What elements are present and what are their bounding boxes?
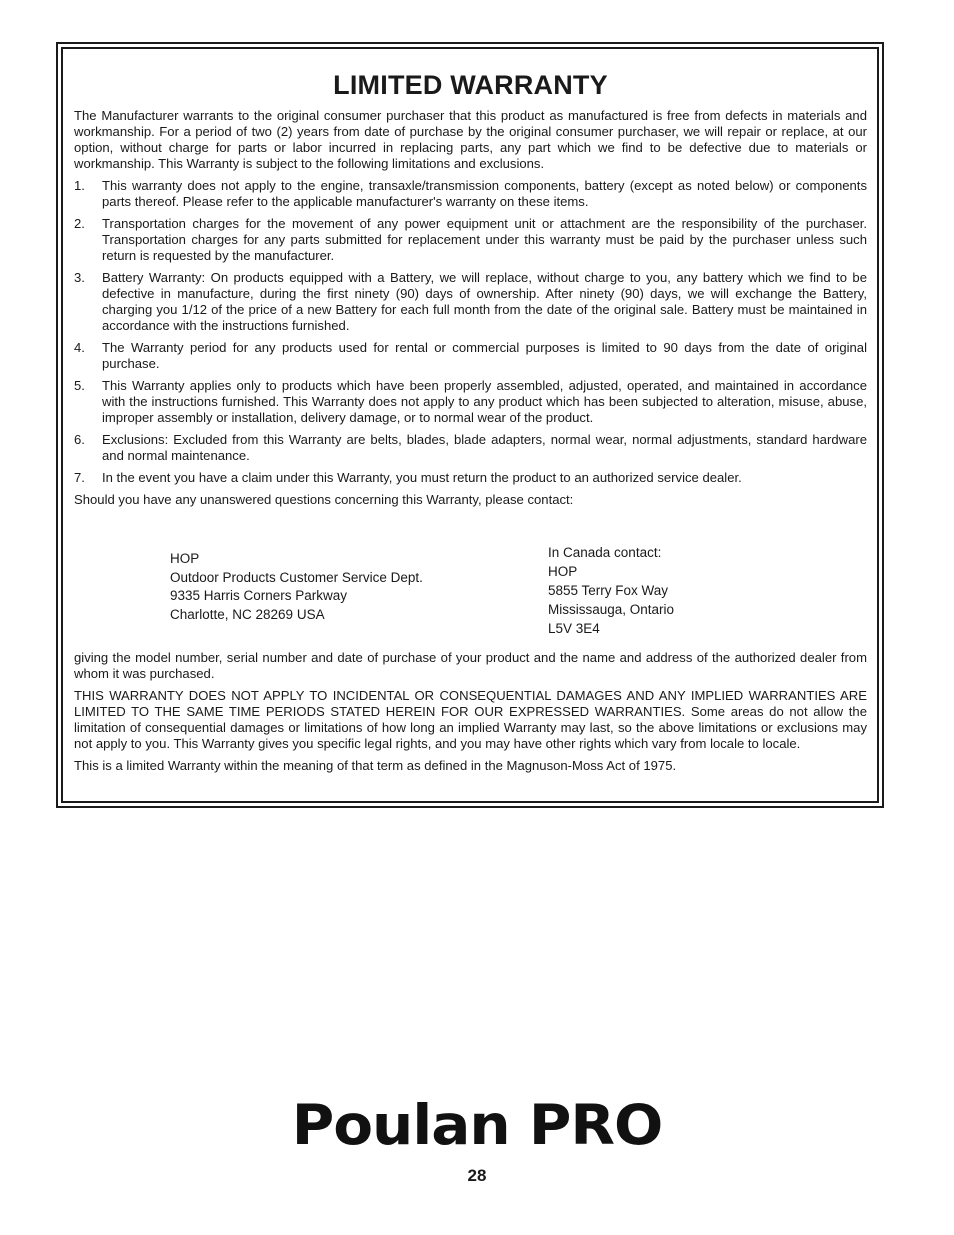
list-item — [74, 216, 867, 264]
list-item-text: The Warranty period for any products used for rental or commercial purposes is limited to 90 days from the date of original purchase. — [102, 340, 867, 371]
canada-address-label: In Canada contact: — [548, 545, 662, 560]
list-item-number: 6. — [74, 432, 85, 447]
list-item-number: 4. — [74, 340, 85, 355]
list-item-number: 3. — [74, 270, 85, 285]
page-title: LIMITED WARRANTY — [333, 70, 608, 100]
list-item — [74, 270, 867, 334]
canada-address-line: Mississauga, Ontario — [548, 602, 675, 617]
list-item — [74, 340, 867, 372]
list-item-text: Exclusions: Excluded from this Warranty are belts, blades, blade adapters, normal wear, normal adjustments, standard hardware and normal maintenance. — [102, 432, 867, 463]
intro-paragraph: The Manufacturer warrants to the original consumer purchaser that this product as manufactured is free from defects in materials and workmanship. For a period of two (2) years from date of purchase by the original consumer purchaser, we will repair or replace, at our option, without charge for parts or labor incurred in replacing parts, any part which we find to be defective due to materials or workmanship. This Warranty is subject to the following limitations and exclusions. — [74, 108, 867, 171]
list-item-text: Transportation charges for the movement of any power equipment unit or attachment are the responsibility of the purchaser. Transportation charges for any parts submitted for replacement under this warranty must be paid by the purchaser unless such return is requested by the manufacturer. — [102, 216, 867, 263]
list-item-number: 7. — [74, 470, 85, 485]
list-item — [74, 432, 867, 464]
warranty-content — [74, 68, 867, 780]
us-address-line: Charlotte, NC 28269 USA — [170, 606, 325, 622]
list-item-text: Battery Warranty: On products equipped with a Battery, we will replace, without charge to you, any battery which we find to be defective in manufacture, during the first ninety (90) days of ownership. After ninety (90) days, we will exchange the Battery, charging you 1/12 of the price of a new Battery for each full month from the date of the original sale. Battery must be maintained in accordance with the instructions furnished. — [102, 270, 867, 333]
list-item — [74, 178, 867, 210]
list-item-text: This warranty does not apply to the engine, transaxle/transmission components, battery (except as noted below) or components parts thereof. Please refer to the applicable manufacturer's warranty on these items. — [102, 178, 867, 209]
disclaimer-paragraph: THIS WARRANTY DOES NOT APPLY TO INCIDENTAL OR CONSEQUENTIAL DAMAGES AND ANY IMPLIED WARRANTIES ARE LIMITED TO THE SAME TIME PERIODS STATED HEREIN FOR OUR EXPRESSED WARRANTIES. Some areas do not allow the limitation of consequential damages or limitations of how long an implied Warranty may last, so the above limitations or exclusions may not apply to you. This Warranty gives you specific legal rights, and you may have other rights which vary from locale to locale. — [74, 688, 867, 751]
canada-address — [548, 543, 674, 638]
list-item-text: This Warranty applies only to products which have been properly assembled, adjusted, operated, and maintained in accordance with the instructions furnished. This Warranty does not apply to any product which has been subjected to alteration, misuse, abuse, improper assembly or installation, delivery damage, or to normal wear of the product. — [102, 378, 867, 425]
limitations-list — [74, 178, 867, 486]
contact-intro: Should you have any unanswered questions concerning this Warranty, please contact: — [74, 492, 574, 507]
us-address-line: HOP — [170, 551, 200, 566]
brand-logo: Poulan PRO — [291, 1092, 663, 1158]
us-address — [170, 550, 423, 624]
giving-paragraph: giving the model number, serial number and date of purchase of your product and the name and address of the authorized dealer from whom it was purchased. — [74, 650, 867, 681]
canada-address-line: 5855 Terry Fox Way — [548, 583, 669, 598]
list-item — [74, 378, 867, 426]
addresses — [74, 514, 867, 650]
us-address-line: 9335 Harris Corners Parkway — [170, 588, 348, 603]
list-item-number: 5. — [74, 378, 85, 393]
magnuson-moss-paragraph: This is a limited Warranty within the meaning of that term as defined in the Magnuson-Moss Act of 1975. — [74, 758, 677, 773]
canada-address-line: L5V 3E4 — [548, 621, 600, 636]
list-item — [74, 470, 867, 486]
list-item-number: 1. — [74, 178, 85, 193]
list-item-text: In the event you have a claim under this Warranty, you must return the product to an authorized service dealer. — [102, 470, 742, 485]
warranty-frame — [56, 42, 884, 808]
canada-address-line: HOP — [548, 564, 578, 579]
us-address-line: Outdoor Products Customer Service Dept. — [170, 569, 423, 585]
list-item-number: 2. — [74, 216, 85, 231]
page-number: 28 — [467, 1166, 487, 1185]
